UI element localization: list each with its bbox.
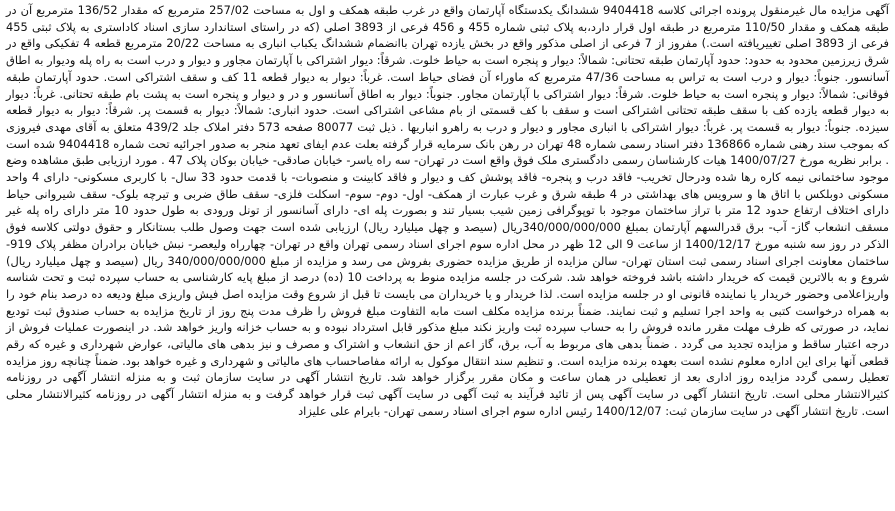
notice-body: آگهی مزایده مال غیرمنقول پرونده اجرائی کلاسه 9404418 ششدانگ یکدستگاه آپارتمان واقع در غرب طبقه همکف و اول به مساحت 257/02 مترمربع که مقدار 136/52 مترمربع آن در طبقه همکف و مقدار 110/50 مترمربع در طبقه اول قرار دارد،به پلاک ثبتی شماره 455 و 456 فرعی از 3893 اصلی (که در راستای استاندارد سازی اسناد کاداستری به پلاک ثبتی 455 فرعی از 3893 اصلی تغییریافته است.) مفروز از 7 فرعی از اصلی مذکور واقع در بخش یازده تهران باانضمام ششدانگ یکباب انباری به مساحت 20/22 مترمربع قطعه 4 تفکیکی واقع در شرق زیرزمین محدود به حدود: حدود آپارتمان طبقه تحتانی: شمالاً: دیوار و پنجره است به حیاط خلوت. شرقاً: دیوار اشتراکی با آپارتمان مجاور و دیوار و درب است به راه پله ودیوار به اطاق آسانسور. جنوباً: دیوار و درب است به تراس به مساحت 47/36 مترمربع که ماوراء آن فضای حیاط است. غرباً: دیوار به دیوار قطعه 11 کف و سقف اشتراکی است. حدود آپارتمان طبقه فوقانی: شمالاً: دیوار و پنجره است به حیاط خلوت. شرقاً: دیوار اشتراکی با آپارتمان مجاور. جنوباً: دیوار به اطاق آسانسور و در و دیوار و پنجره است به پشت بام طبقه تحتانی. غرباً: دیوار به دیوار قطعه یازده کف با سقف طبقه تحتانی اشتراکی است و سقف با کف قسمتی از بام مشاعی اشتراکی است. حدود انباری: شمالاً: دیوار به قسمت پر. شرقاً: دیوار به دیوار قطعه سیزده. جنوباً: دیوار به قسمت پر. غرباً: دیوار اشتراکی با انباری مجاور و دیوار و درب به راهرو انباریها . ذیل ثبت 80077 صفحه 573 دفتر املاک جلد 439/2 متعلق به آقای مهدی فیروزی که بموجب سند رهنی شماره 136866 دفتر اسناد رسمی شماره 48 تهران در رهن بانک سرمایه قرار گرفته بعلت عدم ایفای تعهد منجر به صدور اجرائیه تحت شماره 9404418 شده است . برابر نظریه مورخ 1400/07/27 هیات کارشناسان رسمی دادگستری ملک فوق واقع است در تهران- سه راه یاسر- خیابان صادقی- خیابان بوکان پلاک 47 . مورد ارزیابی طبق مشاهده وضع موجود ساختمانی نیمه کاره رها شده ودرحال تخریب- فاقد درب و پنجره- فاقد پوشش کف و دیوار و فاقد کابینت و منصوبات- با قدمت حدود 33 سال- با کاربری مسکونی- دارای 4 واحد مسکونی دوبلکس با اتاق ها و سرویس های بهداشتی در 4 طبقه شرق و غرب عبارت از همکف- اول- دوم- سوم- اسکلت فلزی- سقف طاق ضربی و تیرچه بلوک- سقف شیروانی حیاط دارای اختلاف ارتفاع حدود 12 متر با تراز ساختمان موجود با توپوگرافی زمین شیب بسیار تند و بصورت پله ای- دارای آسانسور از تونل ورودی به طول حدود 10 متر دارای راه پله غیر مسقف انشعاب گاز- آب- برق قدرالسهم آپارتمان بمبلغ 340/000/000/000ریال (سیصد و چهل میلیارد ریال) ارزیابی شده است جهت وصول طلب بستانکار و حقوق دولتی کلاسه فوق الذکر در روز سه شنبه مورخ 1400/12/17 از ساعت 9 الی 12 ظهر در محل اداره سوم اجرای اسناد رسمی تهران واقع در تهران- چهارراه ولیعصر- نبش خیابان برادران مظفر پلاک 919- ساختمان معاونت اجرای اسناد رسمی ثبت استان تهران- سالن مزایده از طریق مزایده حضوری بفروش می رسد و مزایده از مبلغ 340/000/000/000 ریال (سیصد و چهل میلیارد ریال) شروع و به بالاترین قیمت که خریدار داشته باشد فروخته خواهد شد. شرکت در جلسه مزایده منوط به پرداخت 10 (ده) درصد از مبلغ پایه کارشناسی به حساب سپرده ثبت و تحت شناسه واریزاعلامی وحضور خریدار یا نماینده قانونی او در جلسه مزایده است. لذا خریدار و یا خریداران می بایست تا قبل از شروع وقت مزایده اصل فیش واریزی مبلغ ودیعه ده درصد بنام خود را به همراه درخواست کتبی به واحد اجرا تسلیم و ثبت نمایند. ضمناً برنده مزایده مکلف است مابه التفاوت مبلغ فروش را ظرف مدت پنج روز از تاریخ مزایده به حساب صندوق ثبت تودیع نماید، در صورتی که ظرف مهلت مقرر مانده فروش را به حساب سپرده ثبت واریز نکند مبلغ مذکور قابل استرداد نبوده و به حساب خزانه واریز خواهد شد. در اینصورت عملیات فروش از درجه اعتبار ساقط و مزایده تجدید می گردد . ضمناً بدهی های مربوط به آب، برق، گاز اعم از حق انشعاب و اشتراک و مصرف و نیز بدهی های مالیاتی، عوارض شهرداری و غیره که رقم قطعی آنها برای این اداره معلوم نشده است بعهده برنده مزایده است. و تنظیم سند انتقال موکول به ارائه مفاصاحساب های مالیاتی و شهرداری و غیره خواهد بود. ضمناً چنانچه روز مزایده تعطیل رسمی گردد مزایده روز اداری بعد از تعطیلی در همان ساعت و مکان مقرر برگزار خواهد شد. تاریخ انتشار آگهی در سایت سازمان ثبت و به منزله انتشار آگهی در روزنامه کثیرالانتشار محلی است. تاریخ انتشار آگهی در سایت آگهی پس از تائید فرآیند به ثبت آگهی در سایت آگهی ثبت قرار خواهد گرفت و به منزله انتشار آگهی در روزنامه کثیرالانتشار محلی است. تاریخ انتشار آگهی در سایت سازمان ثبت: 1400/12/07 رئیس اداره سوم اجرای اسناد رسمی تهران- بایرام علی علیزاد: [6, 3, 890, 418]
